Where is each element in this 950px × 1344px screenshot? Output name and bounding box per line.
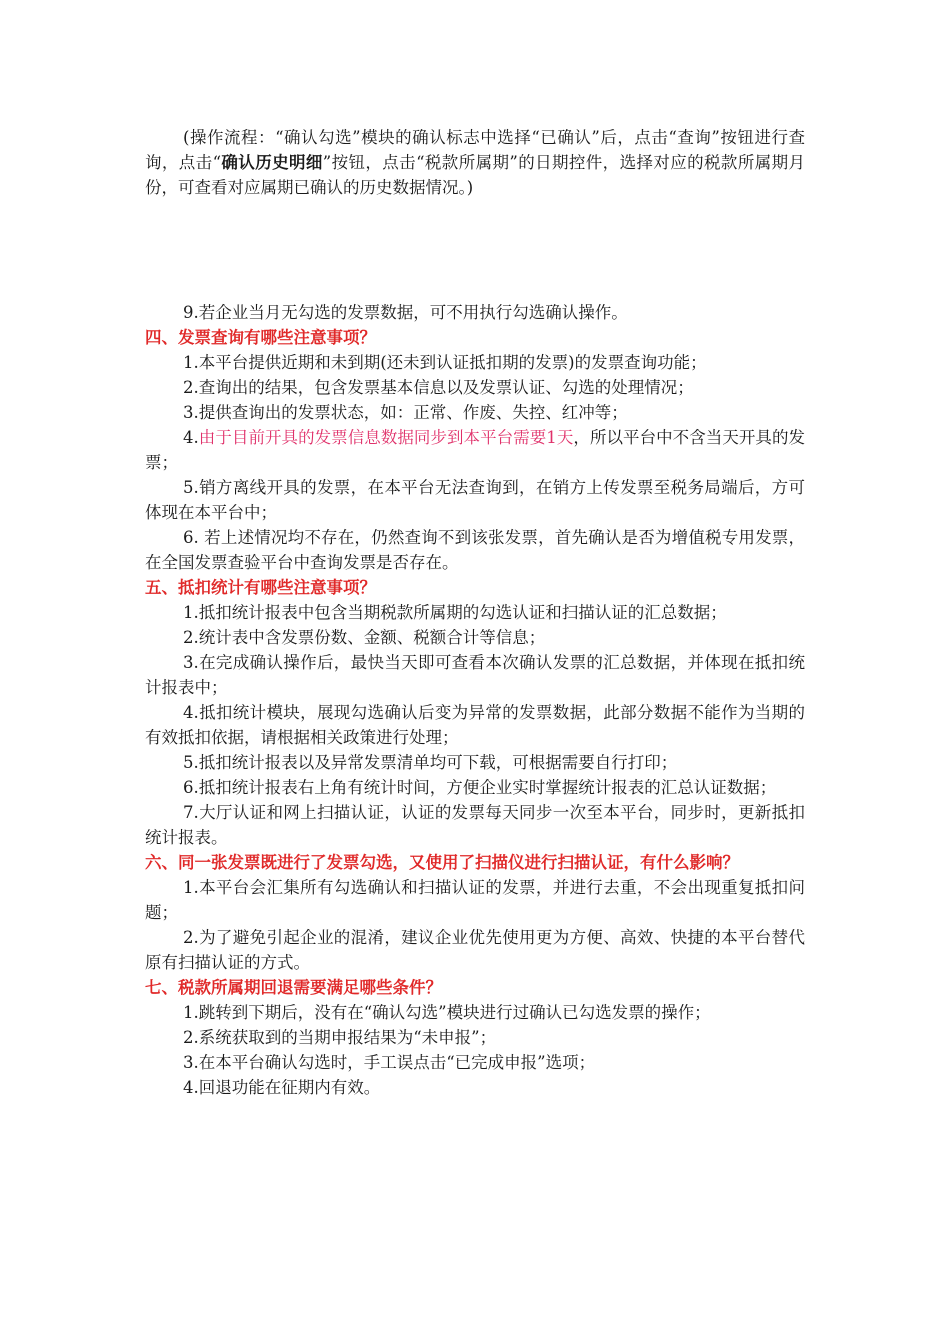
item-rest: ，所以平台中不含当天开具的发票；: [145, 428, 806, 472]
section-5-item: 2.统计表中含发票份数、金额、税额合计等信息；: [183, 628, 546, 647]
section-4-item: 1.本平台提供近期和未到期(还未到认证抵扣期的发票)的发票查询功能；: [183, 353, 707, 372]
document-body: [145, 125, 805, 1100]
section-7-item: 2.系统获取到的当期申报结果为“未申报”；: [183, 1028, 497, 1047]
section-5-item: 7.大厅认证和网上扫描认证，认证的发票每天同步一次至本平台，同步时，更新抵扣统计报表。: [145, 803, 805, 847]
section-6-heading: 六、同一张发票既进行了发票勾选，又使用了扫描仪进行扫描认证，有什么影响？: [145, 853, 739, 872]
intro-text-2: ”按钮，点击“税款所属期”的日期控件，选择对应的税款所属期月份，可查看对应属期已确认的历史数据情况。): [145, 153, 806, 197]
section-4-heading: 四、发票查询有哪些注意事项？: [145, 328, 376, 347]
section-5-item: 3.在完成确认操作后，最快当天即可查看本次确认发票的汇总数据，并体现在抵扣统计报表中；: [145, 653, 805, 697]
section-5-item: 4.抵扣统计模块，展现勾选确认后变为异常的发票数据，此部分数据不能作为当期的有效抵扣依据，请根据相关政策进行处理；: [145, 703, 805, 747]
section-7-item: 3.在本平台确认勾选时，手工误点击“已完成申报”选项；: [183, 1053, 596, 1072]
section-7-heading: 七、税款所属期回退需要满足哪些条件？: [145, 978, 442, 997]
item-number: 4.: [183, 428, 199, 447]
highlighted-text: 由于目前开具的发票信息数据同步到本平台需要1天: [198, 428, 574, 447]
item-9: 9.若企业当月无勾选的发票数据，可不用执行勾选确认操作。: [183, 303, 628, 322]
section-4-item: 6. 若上述情况均不存在，仍然查询不到该张发票，首先确认是否为增值税专用发票，在全国发票查验平台中查询发票是否存在。: [145, 528, 805, 572]
spacer: [145, 200, 805, 300]
section-4-item: 5.销方离线开具的发票，在本平台无法查询到，在销方上传发票至税务局端后，方可体现在本平台中；: [145, 478, 805, 522]
section-4-item: 3.提供查询出的发票状态，如：正常、作废、失控、红冲等；: [183, 403, 628, 422]
intro-paragraph: [145, 125, 805, 200]
section-5-item: 6.抵扣统计报表右上角有统计时间，方便企业实时掌握统计报表的汇总认证数据；: [183, 778, 777, 797]
section-4-item-4: [145, 425, 805, 475]
intro-text-1: (操作流程：“确认勾选”模块的确认标志中选择“已确认”后，点击“查询”按钮进行查询，点击“: [145, 128, 805, 172]
intro-bold-text: 确认历史明细: [221, 153, 323, 172]
section-5-heading: 五、抵扣统计有哪些注意事项？: [145, 578, 376, 597]
section-7-item: 4.回退功能在征期内有效。: [183, 1078, 381, 1097]
section-7-item: 1.跳转到下期后，没有在“确认勾选”模块进行过确认已勾选发票的操作；: [183, 1003, 711, 1022]
section-5-item: 1.抵扣统计报表中包含当期税款所属期的勾选认证和扫描认证的汇总数据；: [183, 603, 727, 622]
section-6-item: 2.为了避免引起企业的混淆，建议企业优先使用更为方便、高效、快捷的本平台替代原有扫描认证的方式。: [145, 928, 805, 972]
section-5-item: 5.抵扣统计报表以及异常发票清单均可下载，可根据需要自行打印；: [183, 753, 678, 772]
section-6-item: 1.本平台会汇集所有勾选确认和扫描认证的发票，并进行去重，不会出现重复抵扣问题；: [145, 878, 805, 922]
section-4-item: 2.查询出的结果，包含发票基本信息以及发票认证、勾选的处理情况；: [183, 378, 694, 397]
